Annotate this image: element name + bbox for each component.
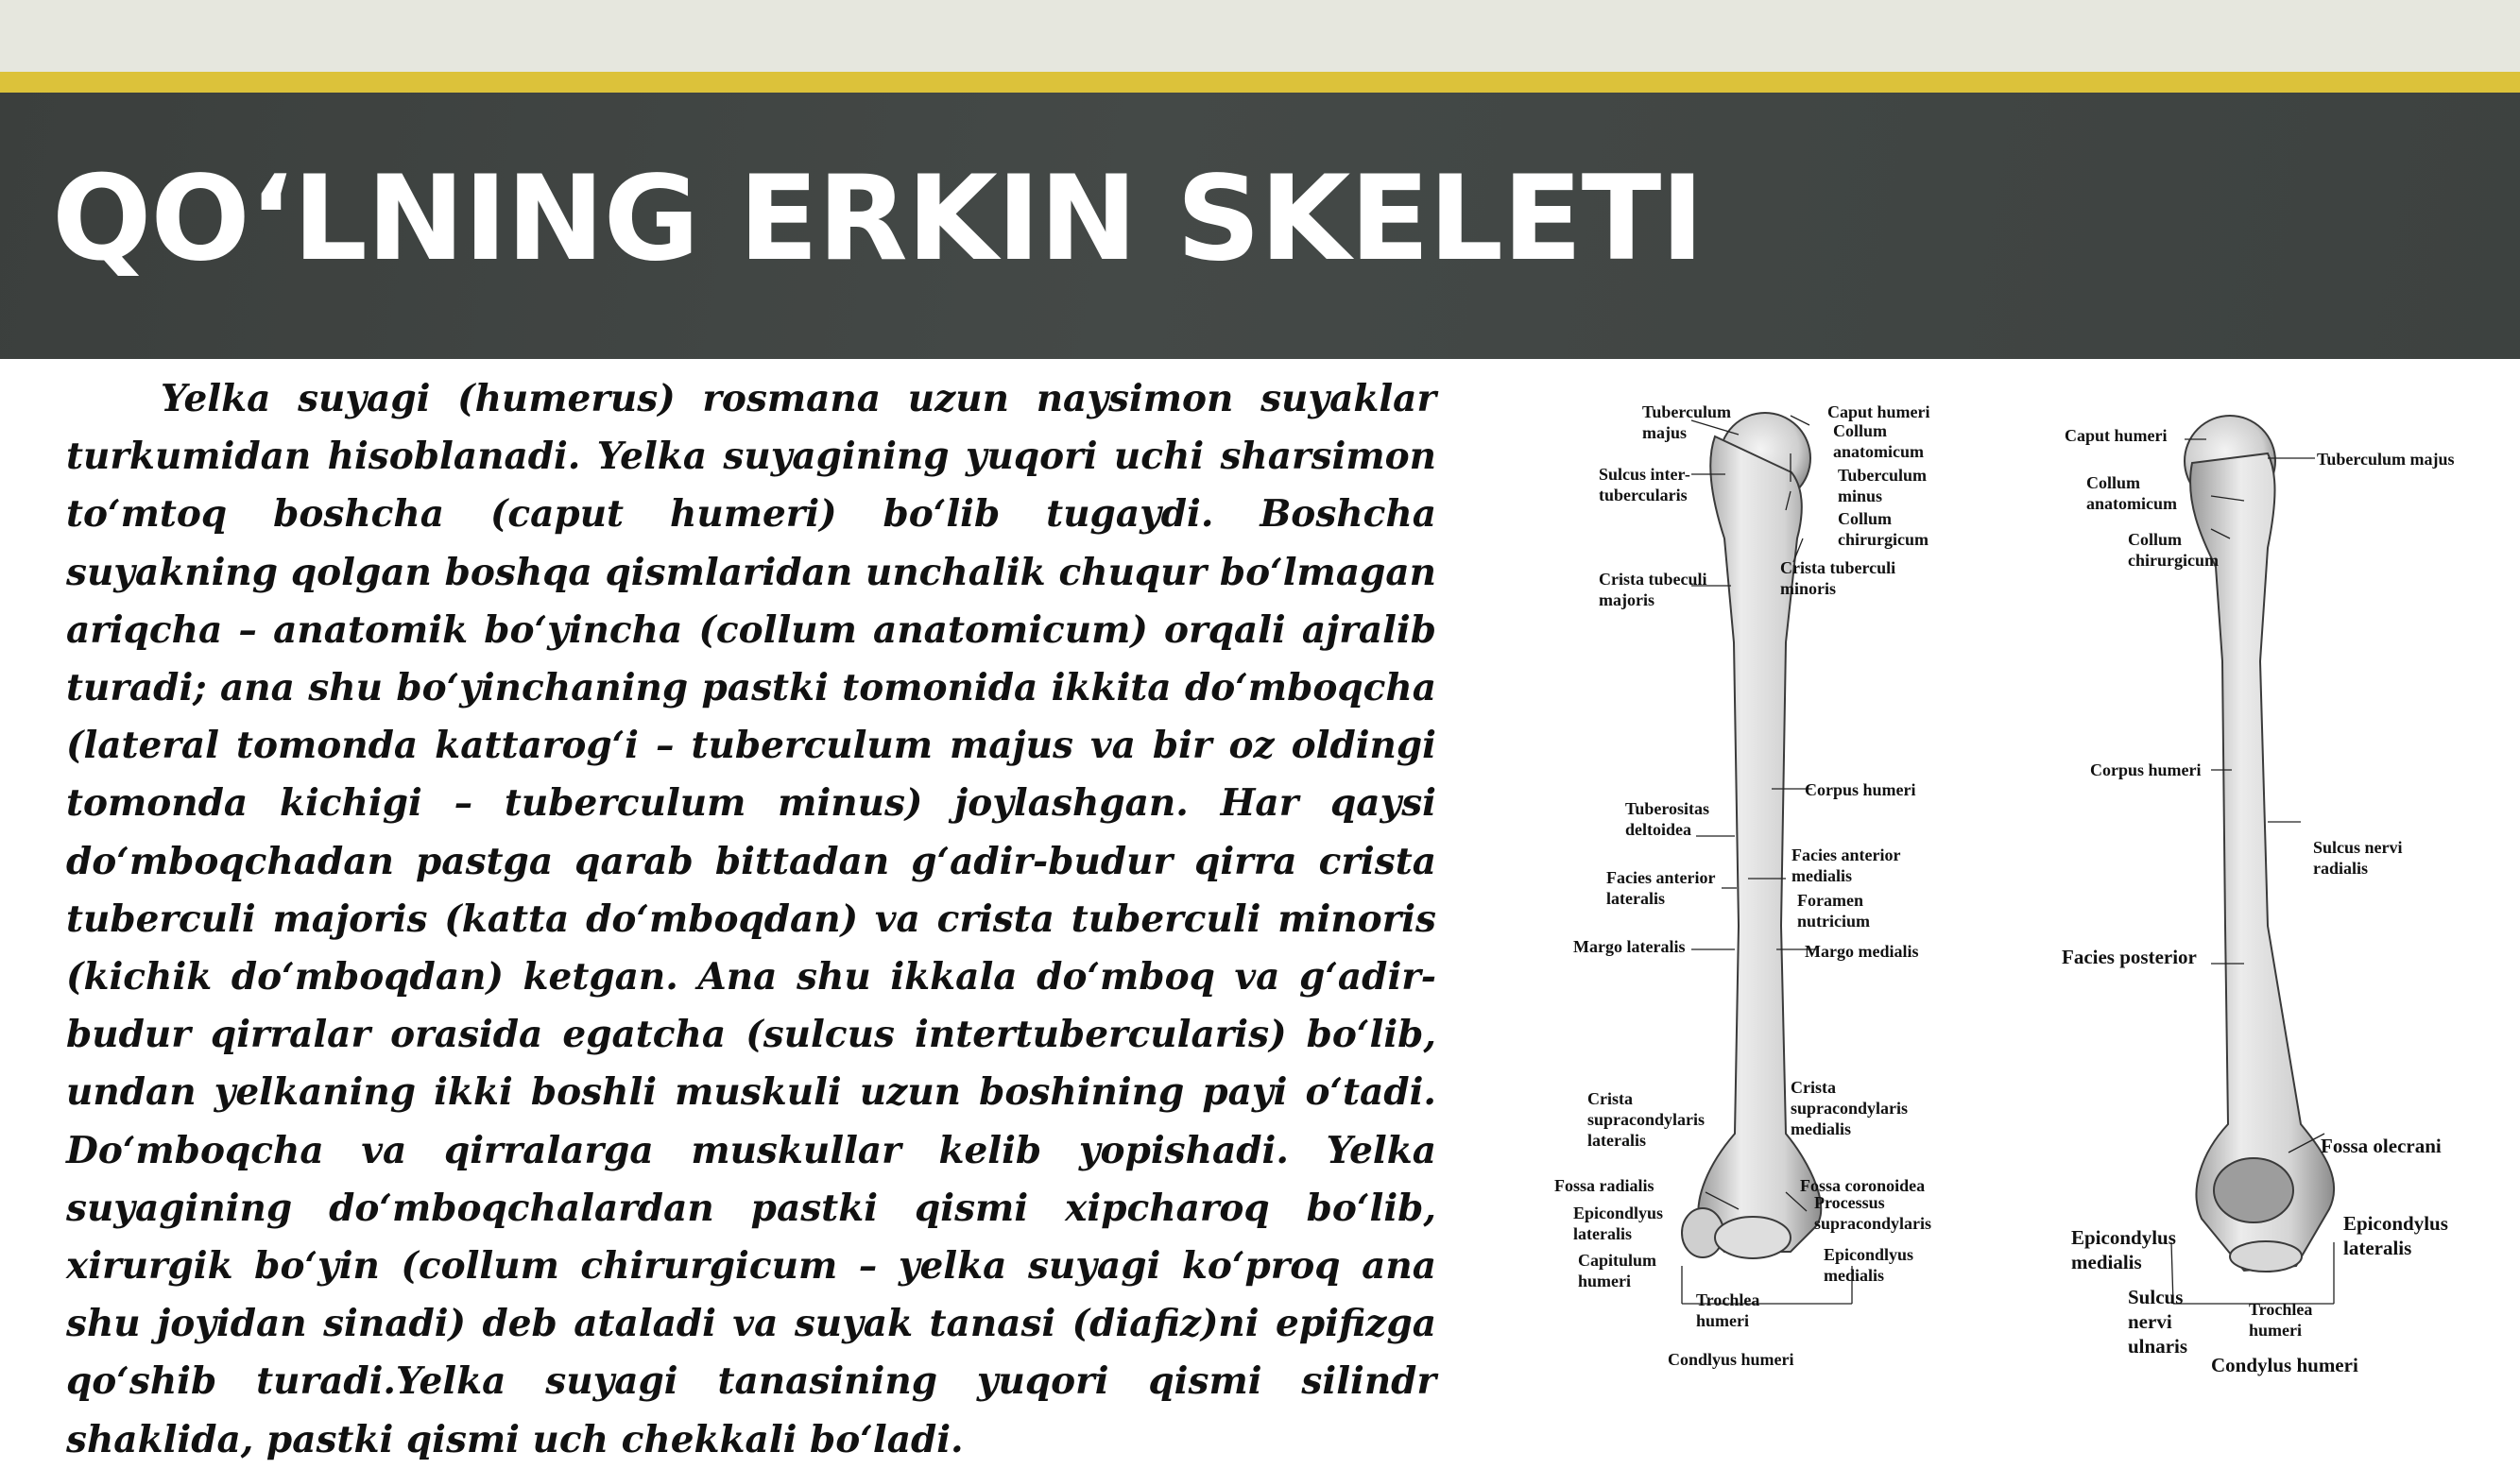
label-epicondylus-medialis-posterior: Epicondylus medialis — [2071, 1226, 2176, 1273]
label-corpus-humeri-posterior: Corpus humeri — [2090, 760, 2202, 779]
label-tuberculum-majus: Tuberculum majus — [1642, 402, 1732, 442]
humerus-illustration — [1550, 397, 2494, 1408]
label-facies-anterior-lateralis: Facies anterior lateralis — [1606, 868, 1716, 908]
label-tuberositas-deltoidea: Tuberositas deltoidea — [1625, 799, 1710, 839]
label-foramen-nutricium: Foramen nutricium — [1797, 891, 1871, 931]
label-facies-posterior: Facies posterior — [2062, 946, 2197, 968]
label-sulcus-nervi-ulnaris: Sulcus nervi ulnaris — [2128, 1286, 2188, 1358]
label-sulcus-intertubercularis: Sulcus inter- tubercularis — [1599, 465, 1690, 504]
label-condylus-humeri-posterior: Condylus humeri — [2211, 1354, 2358, 1376]
label-collum-chirurgicum-anterior: Collum chirurgicum — [1838, 509, 1929, 549]
label-epicondylus-lateralis-posterior: Epicondylus lateralis — [2343, 1212, 2448, 1259]
label-crista-tuberculi-minoris: Crista tuberculi minoris — [1780, 558, 1896, 598]
label-caput-humeri-posterior: Caput humeri — [2065, 426, 2168, 445]
label-processus-supracondylaris: Processus supracondylaris — [1814, 1193, 1932, 1233]
body-paragraph: Yelka suyagi (humerus) rosmana uzun naysimon suyaklar turkumidan hisoblanadi. Yelka suyagining yuqori uchi sharsimon to‘mtoq boshcha (caput humeri) bo‘lib tugaydi. Boshcha suyakning qolgan boshqa qismlaridan unchalik chuqur bo‘lmagan ariqcha – anatomik bo‘yincha (collum anatomicum) orqali ajralib turadi; ana shu bo‘yinchaning pastki tomonida ikkita do‘mboqcha (lateral tomonda kattarog‘i – tuberculum majus va bir oz oldingi tomonda kichigi – tuberculum minus) joylashgan. Har qaysi do‘mboqchadan pastga qarab bittadan g‘adir-budur qirra crista tuberculi majoris (katta do‘mboqdan) va crista tuberculi minoris (kichik do‘mboqdan) ketgan. Ana shu ikkala do‘mboq va g‘adir-budur qirralar orasida egatcha (sulcus intertubercularis) bo‘lib, undan yelkaning ikki boshli muskuli uzun boshining payi o‘tadi. Do‘mboqcha va qirralarga muskullar kelib yopishadi. Yelka suyagining do‘mboqchalardan pastki qismi xipcharoq bo‘lib, xirurgik bo‘yin (collum chirurgicum – yelka suyagi ko‘proq ana shu joyidan sinadi) deb ataladi va suyak tanasi (diafiz)ni epifizga qo‘shib turadi.Yelka suyagi tanasining yuqori qismi silindr shaklida, pastki qismi uch chekkali bo‘ladi. — [66, 377, 1436, 1461]
slide-title: QO‘LNING ERKIN SKELETI — [52, 151, 1704, 287]
label-capitulum-humeri: Capitulum humeri — [1578, 1251, 1657, 1290]
label-facies-anterior-medialis: Facies anterior medialis — [1791, 846, 1901, 885]
label-condylus-humeri-anterior: Condlyus humeri — [1668, 1350, 1794, 1369]
label-fossa-coronoidea: Fossa coronoidea — [1800, 1176, 1926, 1195]
label-tuberculum-majus-posterior: Tuberculum majus — [2317, 450, 2455, 469]
label-trochlea-humeri-anterior: Trochlea humeri — [1696, 1290, 1760, 1330]
accent-bar — [0, 72, 2520, 93]
top-strip — [0, 0, 2520, 72]
label-corpus-humeri-anterior: Corpus humeri — [1805, 780, 1916, 799]
label-crista-supracondylaris-lateralis: Crista supracondylaris lateralis — [1587, 1089, 1706, 1150]
label-sulcus-nervi-radialis: Sulcus nervi radialis — [2313, 838, 2403, 878]
label-collum-chirurgicum-posterior: Collum chirurgicum — [2128, 530, 2219, 570]
label-trochlea-humeri-posterior: Trochlea humeri — [2249, 1300, 2313, 1340]
label-margo-lateralis: Margo lateralis — [1573, 937, 1686, 956]
label-collum-anatomicum-anterior: Collum anatomicum — [1833, 421, 1924, 461]
label-caput-humeri-anterior: Caput humeri — [1827, 402, 1930, 421]
label-collum-anatomicum-posterior: Collum anatomicum — [2086, 473, 2177, 513]
label-tuberculum-minus: Tuberculum minus — [1838, 466, 1928, 505]
label-epicondylus-lateralis-anterior: Epicondlyus lateralis — [1573, 1204, 1664, 1243]
label-epicondylus-medialis-anterior: Epicondlyus medialis — [1824, 1245, 1914, 1285]
label-fossa-olecrani: Fossa olecrani — [2321, 1135, 2442, 1157]
label-crista-tuberculi-majoris: Crista tubeculi majoris — [1599, 570, 1707, 609]
label-crista-supracondylaris-medialis: Crista supracondylaris medialis — [1791, 1078, 1909, 1138]
label-fossa-radialis: Fossa radialis — [1554, 1176, 1654, 1195]
label-margo-medialis: Margo medialis — [1805, 942, 1919, 961]
